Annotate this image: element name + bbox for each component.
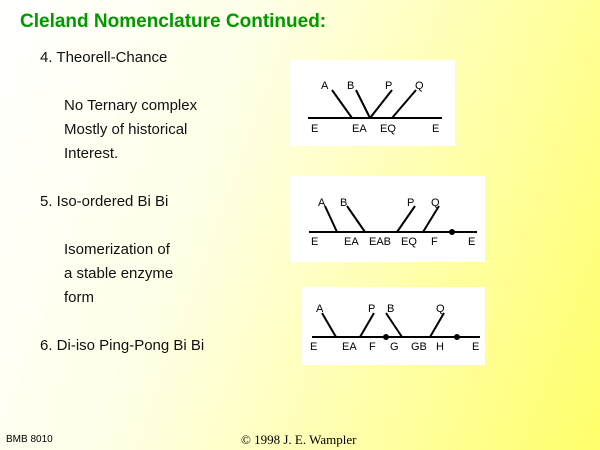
slide-title: Cleland Nomenclature Continued:	[20, 11, 327, 32]
course-label: BMB 8010	[6, 434, 53, 445]
form-e-end: E	[468, 236, 476, 248]
product-q: Q	[431, 197, 440, 209]
substrate-b: B	[387, 303, 395, 315]
di-iso-ping-pong-diagram	[302, 287, 485, 365]
form-e-start: E	[310, 341, 318, 353]
substrate-b: B	[347, 80, 355, 92]
product-q: Q	[415, 80, 424, 92]
substrate-a: A	[316, 303, 324, 315]
form-g: G	[390, 341, 399, 353]
form-e-end: E	[472, 341, 480, 353]
arrow-b	[386, 313, 402, 337]
arrow-q	[392, 90, 416, 118]
form-gb: GB	[411, 341, 427, 353]
item5-note-2: a stable enzyme	[64, 265, 174, 282]
item4-note-3: Interest.	[64, 145, 119, 162]
substrate-b: B	[340, 197, 348, 209]
arrow-a	[322, 313, 336, 337]
form-ea: EA	[344, 236, 359, 248]
item4-note-1: No Ternary complex	[64, 97, 198, 114]
form-e-end: E	[432, 123, 440, 135]
isomerization-dot-f	[383, 334, 389, 340]
copyright-notice: © 1998 J. E. Wampler	[241, 432, 357, 447]
form-eq: EQ	[380, 123, 396, 135]
form-ea: EA	[352, 123, 367, 135]
substrate-a: A	[318, 197, 326, 209]
product-p: P	[407, 197, 415, 209]
theorell-chance-diagram	[290, 60, 455, 146]
form-f: F	[431, 236, 438, 248]
form-e-start: E	[311, 123, 319, 135]
form-eab: EAB	[369, 236, 392, 248]
form-h: H	[436, 341, 444, 353]
item4-heading: 4. Theorell-Chance	[40, 49, 168, 66]
arrow-b	[356, 90, 370, 118]
form-f: F	[369, 341, 376, 353]
form-ea: EA	[342, 341, 357, 353]
item5-note-1: Isomerization of	[64, 241, 170, 258]
item4-note-2: Mostly of historical	[64, 121, 188, 138]
isomerization-dot	[449, 229, 455, 235]
arrow-q	[423, 206, 439, 232]
product-p: P	[385, 80, 393, 92]
form-e-start: E	[311, 236, 319, 248]
item5-note-3: form	[64, 289, 94, 306]
arrow-p	[370, 90, 392, 118]
arrow-p	[397, 206, 415, 232]
item6-heading: 6. Di-iso Ping-Pong Bi Bi	[40, 337, 205, 354]
arrow-a	[332, 90, 352, 118]
substrate-a: A	[321, 80, 329, 92]
iso-ordered-diagram	[289, 176, 485, 262]
arrow-p	[360, 313, 374, 337]
product-q: Q	[436, 303, 445, 315]
isomerization-dot-h	[454, 334, 460, 340]
arrow-a	[325, 206, 337, 232]
arrow-b	[347, 206, 365, 232]
form-eq: EQ	[401, 236, 417, 248]
product-p: P	[368, 303, 376, 315]
item5-heading: 5. Iso-ordered Bi Bi	[40, 193, 169, 210]
arrow-q	[430, 313, 444, 337]
